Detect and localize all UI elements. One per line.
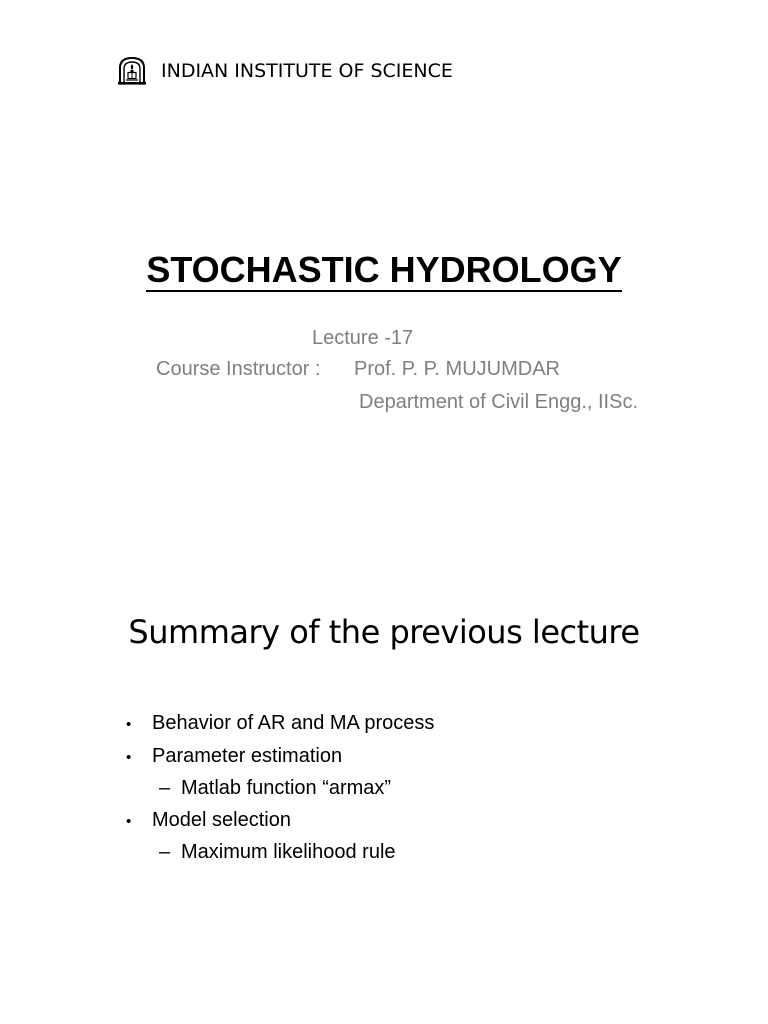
list-item (126, 708, 686, 741)
instructor-label: Course Instructor : (156, 358, 321, 380)
summary-list (126, 708, 686, 869)
dash-marker: – (159, 777, 171, 799)
lecture-number: Lecture -17 (312, 327, 414, 349)
list-item-text: Model selection (152, 808, 291, 831)
list-item-text: Behavior of AR and MA process (152, 712, 435, 734)
iisc-emblem-icon (116, 56, 148, 86)
bullet-marker: • (126, 812, 132, 830)
list-item (126, 805, 686, 838)
slide-title-text: STOCHASTIC HYDROLOGY (146, 249, 622, 290)
bullet-marker: • (126, 716, 132, 733)
list-item-text: Parameter estimation (152, 744, 343, 767)
header (116, 56, 453, 86)
list-item-text: Matlab function “armax” (181, 777, 392, 799)
list-item (126, 837, 686, 869)
list-item-text: Maximum likelihood rule (181, 841, 396, 863)
slide-title (0, 248, 768, 292)
list-item (126, 773, 686, 805)
institute-name: INDIAN INSTITUTE OF SCIENCE (161, 60, 453, 82)
list-item (126, 741, 686, 774)
department: Department of Civil Engg., IISc. (359, 391, 639, 413)
summary-heading: Summary of the previous lecture (128, 613, 640, 651)
bullet-marker: • (126, 748, 132, 766)
instructor-name: Prof. P. P. MUJUMDAR (354, 358, 560, 380)
dash-marker: – (159, 841, 171, 863)
